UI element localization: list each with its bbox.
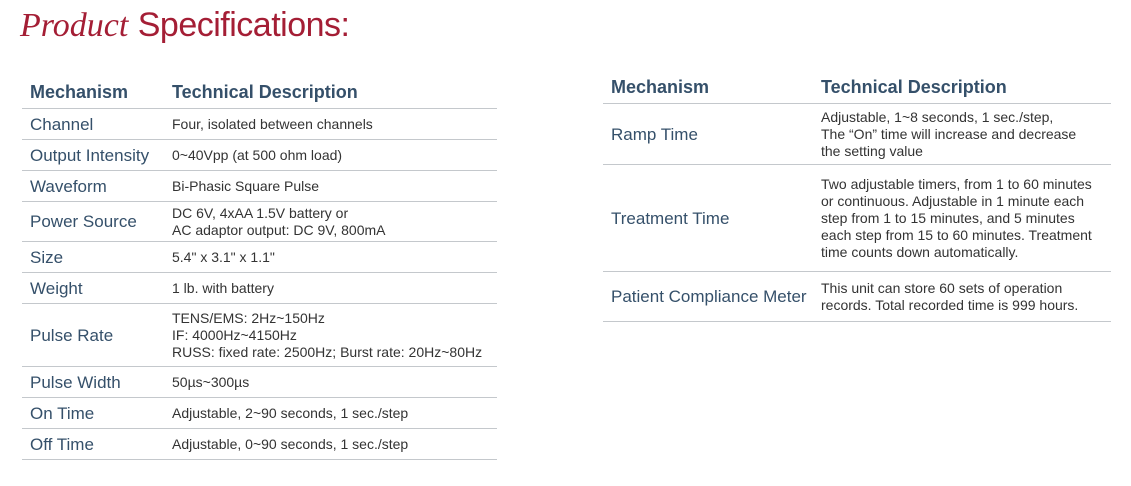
mechanism-cell: Off Time — [22, 429, 172, 460]
description-cell — [172, 367, 497, 398]
mechanism-cell: Channel — [22, 109, 172, 140]
left-table-body — [22, 109, 497, 460]
table-row — [22, 202, 497, 242]
description-line: step from 1 to 15 minutes, and 5 minutes — [821, 209, 1075, 226]
mechanism-cell: On Time — [22, 398, 172, 429]
description-line: Four, isolated between channels — [172, 115, 373, 132]
table-row — [22, 242, 497, 273]
description-line: 5.4" x 3.1" x 1.1" — [172, 248, 275, 265]
description-line: Bi-Phasic Square Pulse — [172, 177, 320, 194]
description-line: 0~40Vpp (at 500 ohm load) — [172, 146, 343, 163]
description-cell — [172, 304, 497, 367]
description-cell — [172, 429, 497, 460]
table-header-row — [22, 77, 497, 109]
description-cell — [172, 140, 497, 171]
description-cell — [172, 242, 497, 273]
table-row — [22, 398, 497, 429]
description-line: records. Total recorded time is 999 hours. — [821, 296, 1079, 313]
description-cell — [821, 104, 1111, 165]
description-line: Adjustable, 2~90 seconds, 1 sec./step — [172, 404, 409, 421]
table-row — [603, 104, 1111, 165]
description-cell — [821, 272, 1111, 322]
description-cell — [172, 398, 497, 429]
right-table-body — [603, 104, 1111, 322]
mechanism-cell: Pulse Rate — [22, 304, 172, 367]
table-row — [603, 272, 1111, 322]
description-line: This unit can store 60 sets of operation — [821, 279, 1063, 296]
table-row — [22, 140, 497, 171]
description-line: Adjustable, 0~90 seconds, 1 sec./step — [172, 435, 409, 452]
description-line: 50µs~300µs — [172, 373, 250, 390]
left-spec-table — [22, 77, 497, 460]
description-line: or continuous. Adjustable in 1 minute each — [821, 192, 1085, 209]
table-row — [22, 429, 497, 460]
table-row — [22, 367, 497, 398]
mechanism-cell: Size — [22, 242, 172, 273]
table-row — [22, 273, 497, 304]
right-spec-table — [603, 72, 1111, 322]
description-line: RUSS: fixed rate: 2500Hz; Burst rate: 20Hz~80Hz — [172, 343, 483, 360]
mechanism-cell: Ramp Time — [603, 104, 821, 165]
mechanism-cell: Patient Compliance Meter — [603, 272, 821, 322]
description-line: IF: 4000Hz~4150Hz — [172, 326, 297, 343]
table-header-row — [603, 72, 1111, 104]
description-line: DC 6V, 4xAA 1.5V battery or — [172, 204, 349, 221]
title-rest: Specifications: — [137, 6, 350, 44]
description-line: the setting value — [821, 142, 923, 159]
mechanism-cell: Weight — [22, 273, 172, 304]
description-line: The “On” time will increase and decrease — [821, 125, 1077, 142]
description-line: each step from 15 to 60 minutes. Treatment — [821, 226, 1092, 243]
mechanism-cell: Waveform — [22, 171, 172, 202]
table-row — [22, 109, 497, 140]
table-row — [603, 165, 1111, 272]
mechanism-cell: Pulse Width — [22, 367, 172, 398]
description-cell — [172, 202, 497, 242]
table-row — [22, 304, 497, 367]
description-line: AC adaptor output: DC 9V, 800mA — [172, 221, 386, 238]
description-line: TENS/EMS: 2Hz~150Hz — [172, 309, 325, 326]
mechanism-cell: Treatment Time — [603, 165, 821, 272]
description-cell — [172, 273, 497, 304]
mechanism-cell: Power Source — [22, 202, 172, 242]
description-cell — [821, 165, 1111, 272]
description-line: Two adjustable timers, from 1 to 60 minutes — [821, 175, 1092, 192]
header-technical-description: Technical Description — [821, 72, 1111, 104]
description-line: 1 lb. with battery — [172, 279, 274, 296]
title-italic: Product — [20, 7, 129, 44]
header-mechanism: Mechanism — [603, 72, 821, 104]
mechanism-cell: Output Intensity — [22, 140, 172, 171]
description-cell — [172, 109, 497, 140]
description-line: time counts down automatically. — [821, 243, 1019, 260]
page-title — [20, 6, 349, 45]
description-cell — [172, 171, 497, 202]
table-row — [22, 171, 497, 202]
header-mechanism: Mechanism — [22, 77, 172, 109]
header-technical-description: Technical Description — [172, 77, 497, 109]
description-line: Adjustable, 1~8 seconds, 1 sec./step, — [821, 108, 1054, 125]
